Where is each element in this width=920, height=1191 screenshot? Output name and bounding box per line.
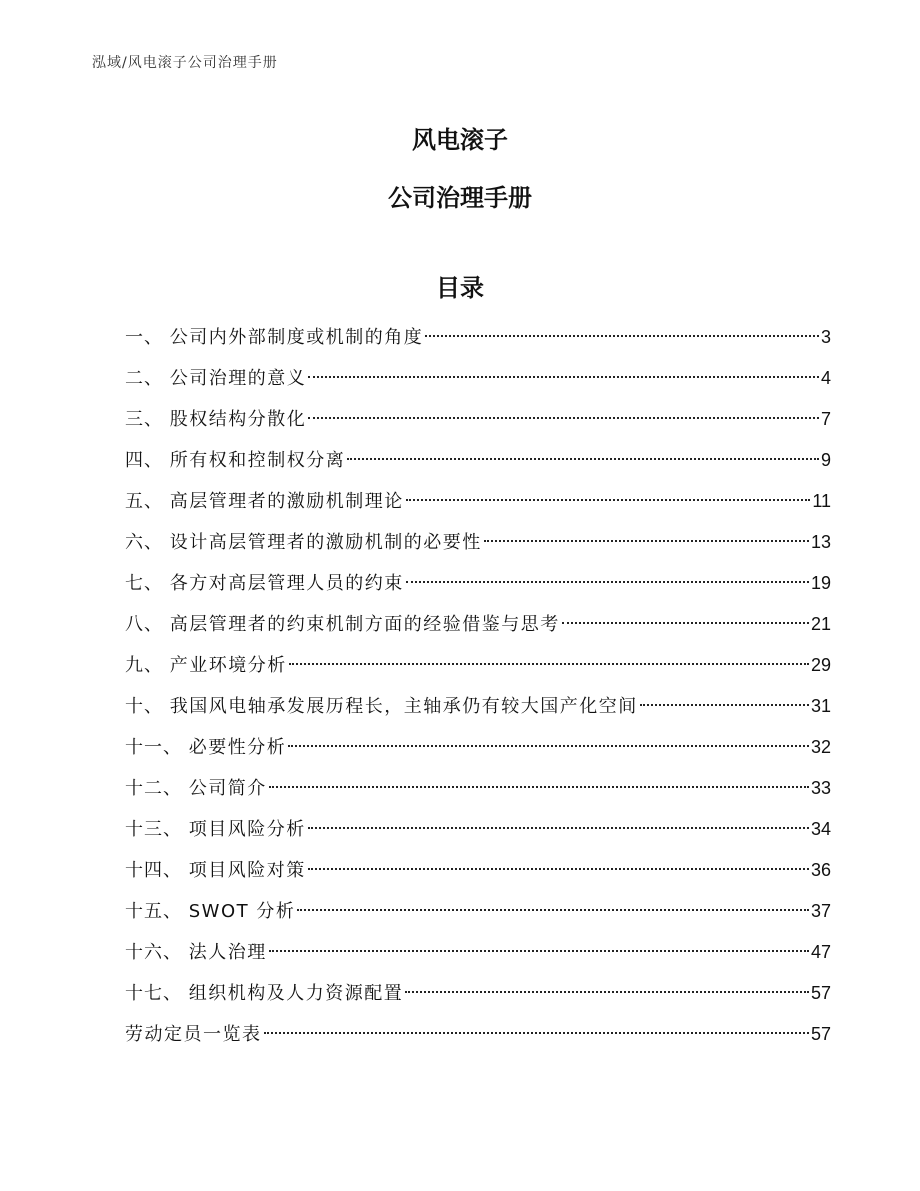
toc-entry-title: 设计高层管理者的激励机制的必要性 [169,532,482,553]
toc-entry-page: 7 [820,409,831,429]
toc-entry[interactable] [125,484,831,525]
table-of-contents [125,320,831,1058]
toc-entry-number: 八、 [125,614,170,635]
toc-entry-page: 57 [810,1024,831,1044]
toc-dot-leader [288,745,809,747]
toc-dot-leader [484,540,809,542]
toc-entry-page: 36 [810,860,831,880]
toc-entry-page: 29 [810,655,831,675]
toc-entry[interactable] [125,689,831,730]
toc-entry-page: 11 [812,491,831,511]
toc-entry-page: 47 [810,942,831,962]
toc-entry-page: 31 [810,696,831,716]
toc-entry-number: 十四、 [125,860,189,881]
toc-entry[interactable] [125,1017,831,1058]
toc-entry-number: 十七、 [125,983,189,1004]
toc-entry[interactable] [125,607,831,648]
toc-dot-leader [308,827,809,829]
toc-entry[interactable] [125,853,831,894]
toc-entry-number: 十二、 [125,778,189,799]
toc-heading: 目录 [436,274,484,302]
toc-entry-number: 十六、 [125,942,189,963]
toc-entry[interactable] [125,812,831,853]
toc-dot-leader [406,581,809,583]
toc-entry-number: 十一、 [125,737,189,758]
toc-entry-page: 33 [810,778,831,798]
toc-entry-title: 公司内外部制度或机制的角度 [169,327,424,348]
toc-dot-leader [640,704,809,706]
toc-entry-page: 13 [810,532,831,552]
toc-entry-title: 各方对高层管理人员的约束 [169,573,404,594]
toc-entry-title: 项目风险对策 [188,860,306,881]
toc-entry[interactable] [125,525,831,566]
toc-dot-leader [308,417,819,419]
toc-entry-number: 三、 [125,409,170,430]
toc-entry[interactable] [125,976,831,1017]
toc-entry[interactable] [125,894,831,935]
toc-dot-leader [269,786,809,788]
toc-entry-page: 4 [820,368,831,388]
toc-entry-page: 19 [810,573,831,593]
running-header: 泓域/风电滚子公司治理手册 [92,55,278,71]
toc-entry-title: SWOT 分析 [188,901,296,922]
toc-entry-title: 股权结构分散化 [169,409,307,430]
toc-entry-number: 十、 [125,696,170,717]
toc-entry-page: 9 [820,450,831,470]
toc-entry-page: 21 [810,614,831,634]
toc-dot-leader [308,376,819,378]
toc-entry[interactable] [125,361,831,402]
toc-entry-title: 高层管理者的激励机制理论 [169,491,404,512]
toc-entry-number: 九、 [125,655,170,676]
toc-entry[interactable] [125,771,831,812]
toc-entry-number: 一、 [125,327,170,348]
toc-entry-title: 劳动定员一览表 [125,1024,262,1045]
toc-entry[interactable] [125,566,831,607]
toc-dot-leader [405,991,809,993]
toc-entry-title: 必要性分析 [188,737,287,758]
toc-entry[interactable] [125,443,831,484]
toc-entry[interactable] [125,320,831,361]
toc-entry[interactable] [125,648,831,689]
toc-dot-leader [269,950,809,952]
toc-entry-page: 32 [810,737,831,757]
toc-entry-title: 法人治理 [188,942,267,963]
toc-entry-title: 我国风电轴承发展历程长，主轴承仍有较大国产化空间 [169,696,638,717]
toc-entry-number: 五、 [125,491,170,512]
toc-dot-leader [425,335,819,337]
toc-entry[interactable] [125,935,831,976]
toc-entry-number: 七、 [125,573,170,594]
toc-entry-number: 十三、 [125,819,189,840]
toc-dot-leader [289,663,809,665]
toc-entry-title: 产业环境分析 [169,655,287,676]
toc-entry-title: 高层管理者的约束机制方面的经验借鉴与思考 [169,614,560,635]
toc-dot-leader [264,1032,809,1034]
toc-dot-leader [406,499,811,501]
toc-entry-title: 组织机构及人力资源配置 [188,983,404,1004]
toc-entry-number: 二、 [125,368,170,389]
toc-entry-page: 37 [810,901,831,921]
toc-entry[interactable] [125,730,831,771]
toc-entry[interactable] [125,402,831,443]
toc-dot-leader [562,622,809,624]
toc-entry-page: 57 [810,983,831,1003]
toc-entry-number: 六、 [125,532,170,553]
toc-entry-page: 34 [810,819,831,839]
toc-dot-leader [347,458,819,460]
toc-entry-title: 所有权和控制权分离 [169,450,346,471]
document-title: 风电滚子 [412,126,508,154]
toc-dot-leader [308,868,809,870]
toc-entry-title: 公司简介 [188,778,267,799]
toc-entry-title: 项目风险分析 [188,819,306,840]
toc-dot-leader [297,909,809,911]
toc-entry-number: 四、 [125,450,170,471]
toc-entry-title: 公司治理的意义 [169,368,307,389]
document-subtitle: 公司治理手册 [388,184,532,212]
toc-entry-page: 3 [820,327,831,347]
toc-entry-number: 十五、 [125,901,189,922]
